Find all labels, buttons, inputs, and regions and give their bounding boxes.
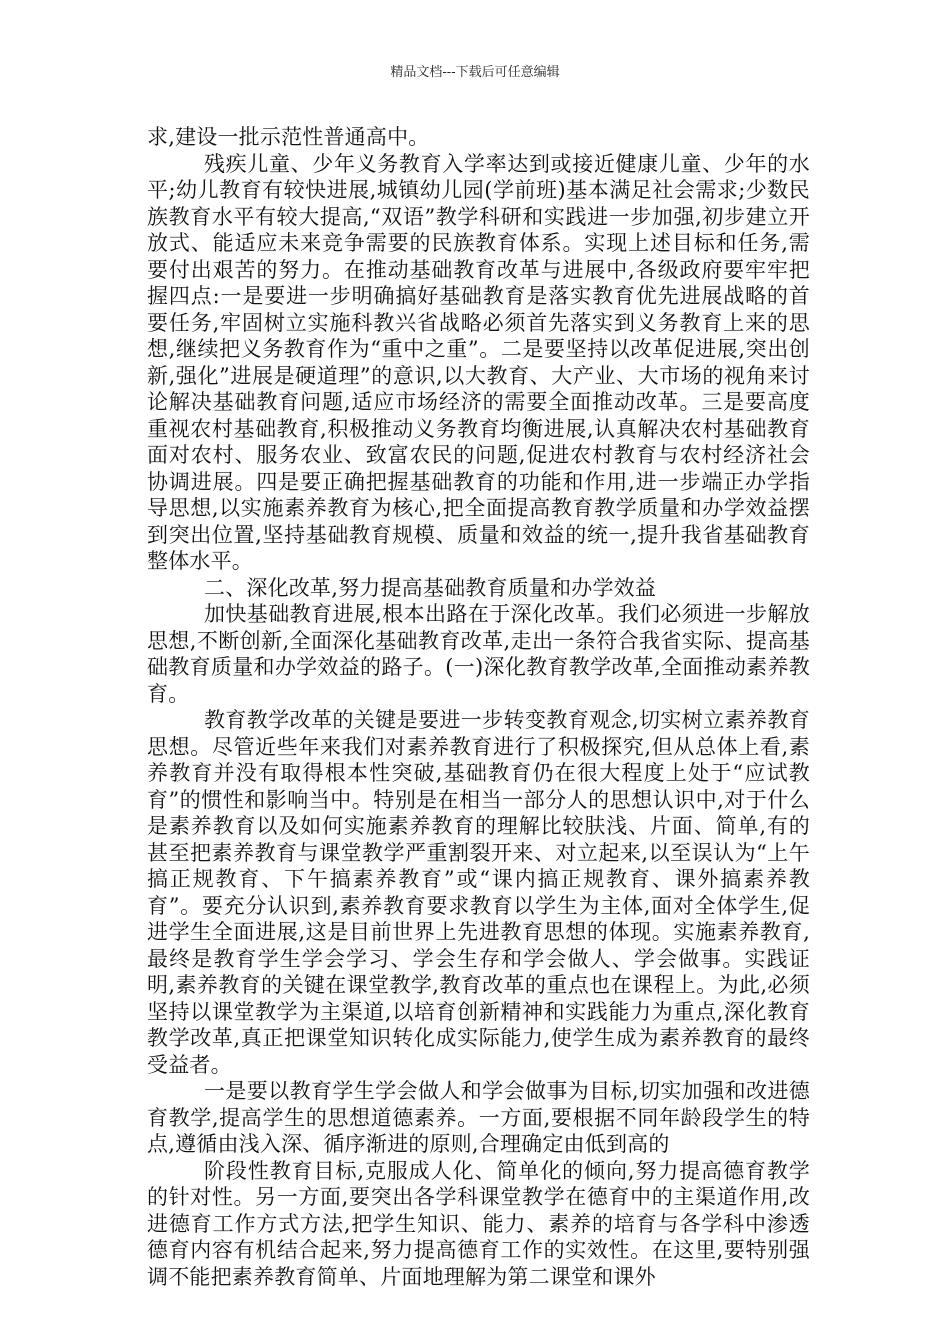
paragraph-reform: 加快基础教育进展,根本出路在于深化改革。我们必须进一步解放思想,不断创新,全面深化基础教育改革,走出一条符合我省实际、提高基础教育质量和办学效益的路子。(一)深化教育教学改革,全面推动素养教育。: [147, 602, 810, 706]
paragraph-goals: 残疾儿童、少年义务教育入学率达到或接近健康儿童、少年的水平;幼儿教育有较快进展,城镇幼儿园(学前班)基本满足社会需求;少数民族教育水平有较大提高,“双语”教学科研和实践进一步加强,初步建立开放式、能适应未来竞争需要的民族教育体系。实现上述目标和任务,需要付出艰苦的努力。在推动基础教育改革与进展中,各级政府要牢牢把握四点:一是要进一步明确搞好基础教育是落实教育优先进展战略的首要任务,牢固树立实施科教兴省战略必须首先落实到义务教育上来的思想,继续把义务教育作为“重中之重”。二是要坚持以改革促进展,突出创新,强化”进展是硬道理”的意识,以大教育、大产业、大市场的视角来讨论解决基础教育问题,适应市场经济的需要全面推动改革。三是要高度重视农村基础教育,积极推动义务教育均衡进展,认真解决农村基础教育面对农村、服务农业、致富农民的问题,促进农村教育与农村经济社会协调进展。四是要正确把握基础教育的功能和作用,进一步端正办学指导思想,以实施素养教育为核心,把全面提高教育教学质量和办学效益摆到突出位置,坚持基础教育规模、质量和效益的统一,提升我省基础教育整体水平。: [147, 151, 810, 573]
paragraph-continuation: 求,建设一批示范性普通高中。: [147, 125, 430, 149]
page-header: 精品文档---下载后可任意编辑: [390, 65, 560, 80]
section-heading: 二、深化改革,努力提高基础教育质量和办学效益: [204, 575, 657, 600]
paragraph-stage-goals: 阶段性教育目标,克服成人化、简单化的倾向,努力提高德育教学的针对性。另一方面,要突出各学科课堂教学在德育中的主渠道作用,改进德育工作方式方法,把学生知识、能力、素养的培育与各学科中渗透德育内容有机结合起来,努力提高德育工作的实效性。在这里,要特别强调不能把素养教育简单、片面地理解为第二课堂和课外: [147, 1158, 810, 1289]
paragraph-moral-education: 一是要以教育学生学会做人和学会做事为目标,切实加强和改进德育教学,提高学生的思想道德素养。一方面,要根据不同年龄段学生的特点,遵循由浅入深、循序渐进的原则,合理确定由低到高的: [147, 1079, 810, 1156]
document-body: [147, 124, 810, 1290]
paragraph-quality-education: 教育教学改革的关键是要进一步转变教育观念,切实树立素养教育思想。尽管近些年来我们对素养教育进行了积极探究,但从总体上看,素养教育并没有取得根本性突破,基础教育仍在很大程度上处于“应试教育”的惯性和影响当中。特别是在相当一部分人的思想认识中,对于什么是素养教育以及如何实施素养教育的理解比较肤浅、片面、简单,有的甚至把素养教育与课堂教学严重割裂开来、对立起来,以至误认为“上午搞正规教育、下午搞素养教育”或“课内搞正规教育、课外搞素养教育”。要充分认识到,素养教育要求教育以学生为主体,面对全体学生,促进学生全面进展,这是目前世界上先进教育思想的体现。实施素养教育,最终是教育学生学会学习、学会生存和学会做人、学会做事。实践证明,素养教育的关键在课堂教学,教育改革的重点也在课程上。为此,必须坚持以课堂教学为主渠道,以培育创新精神和实践能力为重点,深化教育教学改革,真正把课堂知识转化成实际能力,使学生成为素养教育的最终受益者。: [147, 708, 810, 1077]
